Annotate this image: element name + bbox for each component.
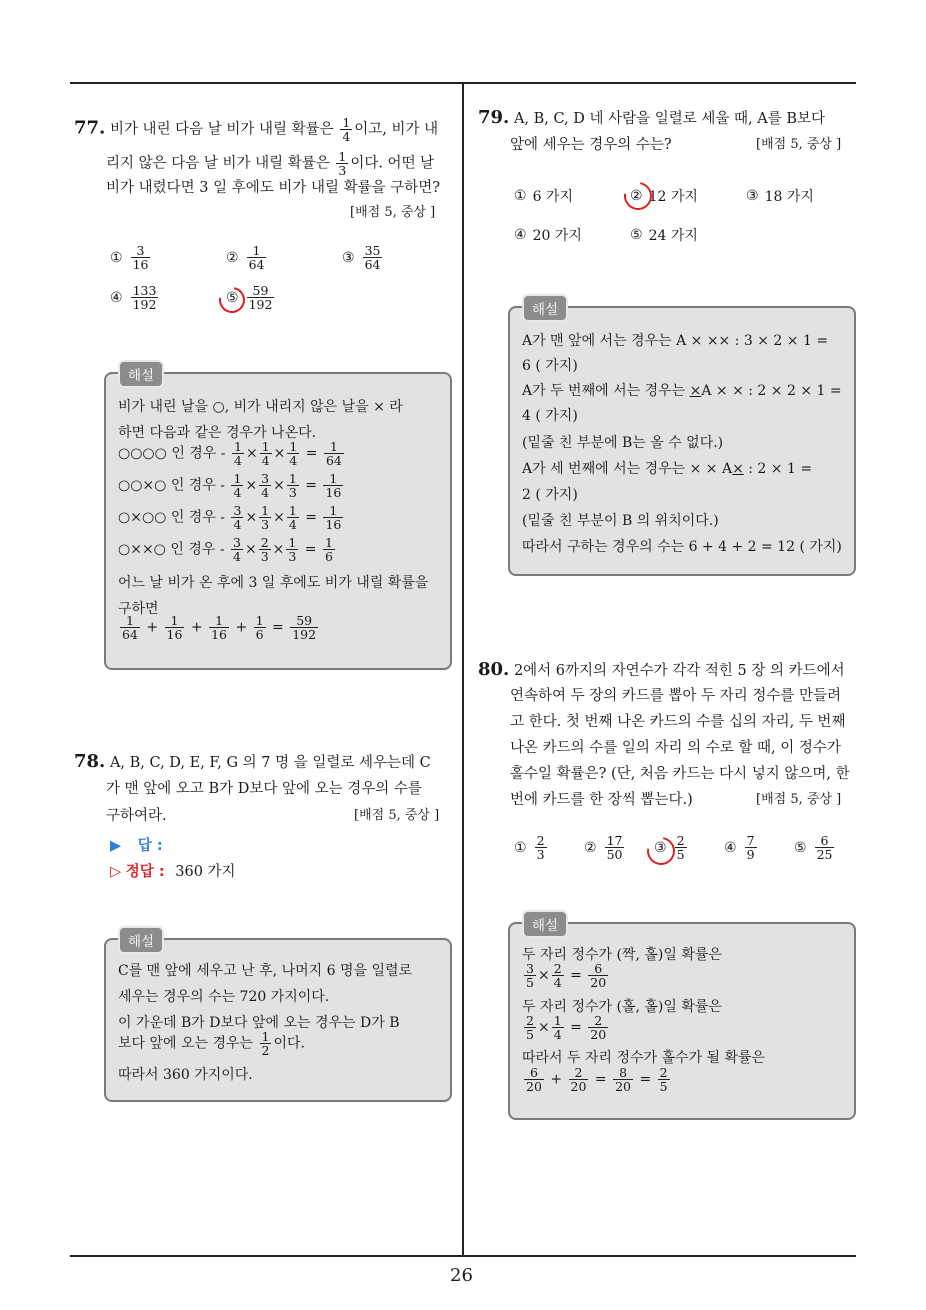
correct-answer-row — [110, 862, 236, 882]
question-text: 앞에 세우는 경우의 수는? — [510, 137, 672, 153]
question-text: 번에 카드를 한 장씩 뽑는다.) — [510, 792, 693, 808]
question-number: 77. — [74, 117, 106, 139]
case-row: ○○×○ 인 경우 - $\frac{1}{4}$ × $\frac{3}{4}$ × $\frac{1}{3}$ = $\frac{1}{16}$ — [118, 471, 342, 500]
arrow-icon: ▶ — [110, 838, 122, 854]
score-difficulty: [배점 5, 중상 ] — [350, 205, 436, 220]
question-number: 79. — [478, 107, 510, 128]
explanation-text: 두 자리 정수가 (홀, 홀)일 확률은 — [522, 999, 722, 1015]
option-1[interactable]: ① $\frac{3}{16}$ — [110, 243, 149, 272]
explanation-text: A가 맨 앞에 서는 경우는 A × ×× : 3 × 2 × 1 = — [522, 333, 829, 349]
question-text: 2에서 6까지의 자연수가 각각 적힌 5 장 의 카드에서 — [513, 663, 845, 679]
explanation-text: 따라서 구하는 경우의 수는 6 + 4 + 2 = 12 ( 가지) — [522, 539, 842, 555]
explanation-text: A가 두 번째에 서는 경우는 ×A × × : 2 × 2 × 1 = — [522, 383, 842, 399]
explanation-text: (밑줄 친 부분이 B 의 위치이다.) — [522, 513, 719, 529]
option-1[interactable]: ① 6 가지 — [514, 188, 573, 205]
question-text: A, B, C, D, E, F, G 의 7 명 을 일렬로 세우는데 C — [109, 755, 431, 771]
explanation-tag: 해설 — [522, 910, 568, 938]
equation: $\frac{3}{5}$ × $\frac{2}{4}$ = $\frac{6}{20}$ — [526, 961, 607, 990]
question-text: 비가 내렸다면 3 일 후에도 비가 내릴 확률을 구하면? — [106, 180, 441, 196]
explanation-text: 2 ( 가지) — [522, 487, 578, 503]
explanation-text: C를 맨 앞에 세우고 난 후, 나머지 6 명을 일렬로 — [118, 963, 413, 979]
explanation-tag: 해설 — [522, 294, 568, 322]
question-text: 가 맨 앞에 오고 B가 D보다 앞에 오는 경우의 수를 — [106, 781, 422, 797]
sum-expression: $\frac{1}{64}$ + $\frac{1}{16}$ + $\frac{1}{16}$ + $\frac{1}{6}$ = $\frac{59}{192}$ — [122, 613, 317, 642]
explanation-text: 따라서 두 자리 정수가 홀수가 될 확률은 — [522, 1050, 766, 1066]
fraction: $\frac{1}{3}$ — [338, 149, 347, 178]
explanation-text: 6 ( 가지) — [522, 358, 578, 374]
question-text: 나온 카드의 수를 일의 자리 의 수로 할 때, 이 정수가 — [510, 740, 841, 756]
explanation-text: 4 ( 가지) — [522, 408, 578, 424]
option-4[interactable]: ④ $\frac{7}{9}$ — [724, 833, 755, 862]
equation: $\frac{2}{5}$ × $\frac{1}{4}$ = $\frac{2}{20}$ — [526, 1013, 607, 1042]
question-text: 이다. 어떤 날 — [350, 155, 435, 172]
case-row: ○×○○ 인 경우 - $\frac{3}{4}$ × $\frac{1}{3}$ × $\frac{1}{4}$ = $\frac{1}{16}$ — [118, 503, 342, 532]
option-1[interactable]: ① $\frac{2}{3}$ — [514, 833, 545, 862]
arrow-outline-icon: ▷ — [110, 864, 122, 880]
page-number: 26 — [450, 1265, 473, 1286]
correct-label: 정답 : — [125, 864, 165, 880]
question-number: 78. — [74, 751, 106, 772]
option-5[interactable]: ⑤ 24 가지 — [630, 227, 698, 244]
question-text: A, B, C, D 네 사람을 일렬로 세울 때, A를 B보다 — [513, 111, 826, 127]
explanation-text: 비가 내린 날을 ○, 비가 내리지 않은 날을 × 라 — [118, 399, 403, 415]
case-row: ○××○ 인 경우 - $\frac{3}{4}$ × $\frac{2}{3}$ × $\frac{1}{3}$ = $\frac{1}{6}$ — [118, 535, 333, 564]
option-2[interactable]: ② $\frac{17}{50}$ — [584, 833, 623, 862]
question-text: 리지 않은 다음 날 비가 내릴 확률은 — [106, 155, 330, 172]
question-text: 비가 내린 다음 날 비가 내릴 확률은 — [109, 121, 334, 138]
option-2[interactable]: ② 12 가지 — [630, 188, 698, 205]
question-text: 구하여라. — [106, 808, 167, 824]
explanation-text: 어느 날 비가 온 후에 3 일 후에도 비가 내릴 확률을 — [118, 575, 429, 591]
explanation-text: (밑줄 친 부분에 B는 올 수 없다.) — [522, 435, 724, 451]
option-2[interactable]: ② $\frac{1}{64}$ — [226, 243, 265, 272]
column-divider — [462, 83, 464, 1255]
option-5[interactable]: ⑤ $\frac{6}{25}$ — [794, 833, 833, 862]
correct-value: 360 가지 — [175, 864, 236, 880]
option-4[interactable]: ④ $\frac{133}{192}$ — [110, 283, 157, 312]
option-5[interactable]: ⑤ $\frac{59}{192}$ — [226, 283, 273, 312]
score-difficulty: [배점 5, 중상 ] — [354, 808, 440, 823]
explanation-text: A가 세 번째에 서는 경우는 × × A× : 2 × 1 = — [522, 461, 813, 477]
option-3[interactable]: ③ $\frac{35}{64}$ — [342, 243, 381, 272]
explanation-text: 따라서 360 가지이다. — [118, 1067, 253, 1083]
option-3[interactable]: ③ $\frac{2}{5}$ — [654, 833, 685, 862]
answer-circle-mark — [619, 177, 658, 216]
explanation-text: 이 가운데 B가 D보다 앞에 오는 경우는 D가 B — [118, 1015, 400, 1031]
question-text: 이고, 비가 내 — [354, 121, 439, 138]
explanation-tag: 해설 — [118, 360, 164, 388]
answer-input-row[interactable] — [110, 836, 163, 856]
option-3[interactable]: ③ 18 가지 — [746, 188, 814, 205]
option-4[interactable]: ④ 20 가지 — [514, 227, 582, 244]
score-difficulty: [배점 5, 중상 ] — [756, 792, 842, 807]
case-row: ○○○○ 인 경우 - $\frac{1}{4}$ × $\frac{1}{4}$ × $\frac{1}{4}$ = $\frac{1}{64}$ — [118, 439, 342, 468]
explanation-text: 하면 다음과 같은 경우가 나온다. — [118, 425, 317, 441]
equation: $\frac{6}{20}$ + $\frac{2}{20}$ = $\frac{8}{20}$ = $\frac{2}{5}$ — [526, 1065, 668, 1094]
explanation-text: 구하면 — [118, 601, 159, 617]
question-number: 80. — [478, 659, 510, 680]
explanation-text: 두 자리 정수가 (짝, 홀)일 확률은 — [522, 947, 722, 963]
question-text: 홀수일 확률은? (단, 처음 카드는 다시 넣지 않으며, 한 — [510, 766, 850, 782]
explanation-tag: 해설 — [118, 926, 164, 954]
explanation-text: 보다 앞에 오는 경우는 $\frac{1}{2}$ 이다. — [118, 1029, 305, 1058]
question-text: 연속하여 두 장의 카드를 뽑아 두 자리 정수를 만들려 — [510, 688, 842, 704]
bottom-rule — [70, 1255, 856, 1257]
fraction: $\frac{1}{4}$ — [342, 115, 351, 144]
score-difficulty: [배점 5, 중상 ] — [756, 137, 842, 152]
question-text: 고 한다. 첫 번째 나온 카드의 수를 십의 자리, 두 번째 — [510, 714, 846, 730]
explanation-text: 세우는 경우의 수는 720 가지이다. — [118, 989, 330, 1005]
answer-label: 답 : — [137, 838, 163, 854]
